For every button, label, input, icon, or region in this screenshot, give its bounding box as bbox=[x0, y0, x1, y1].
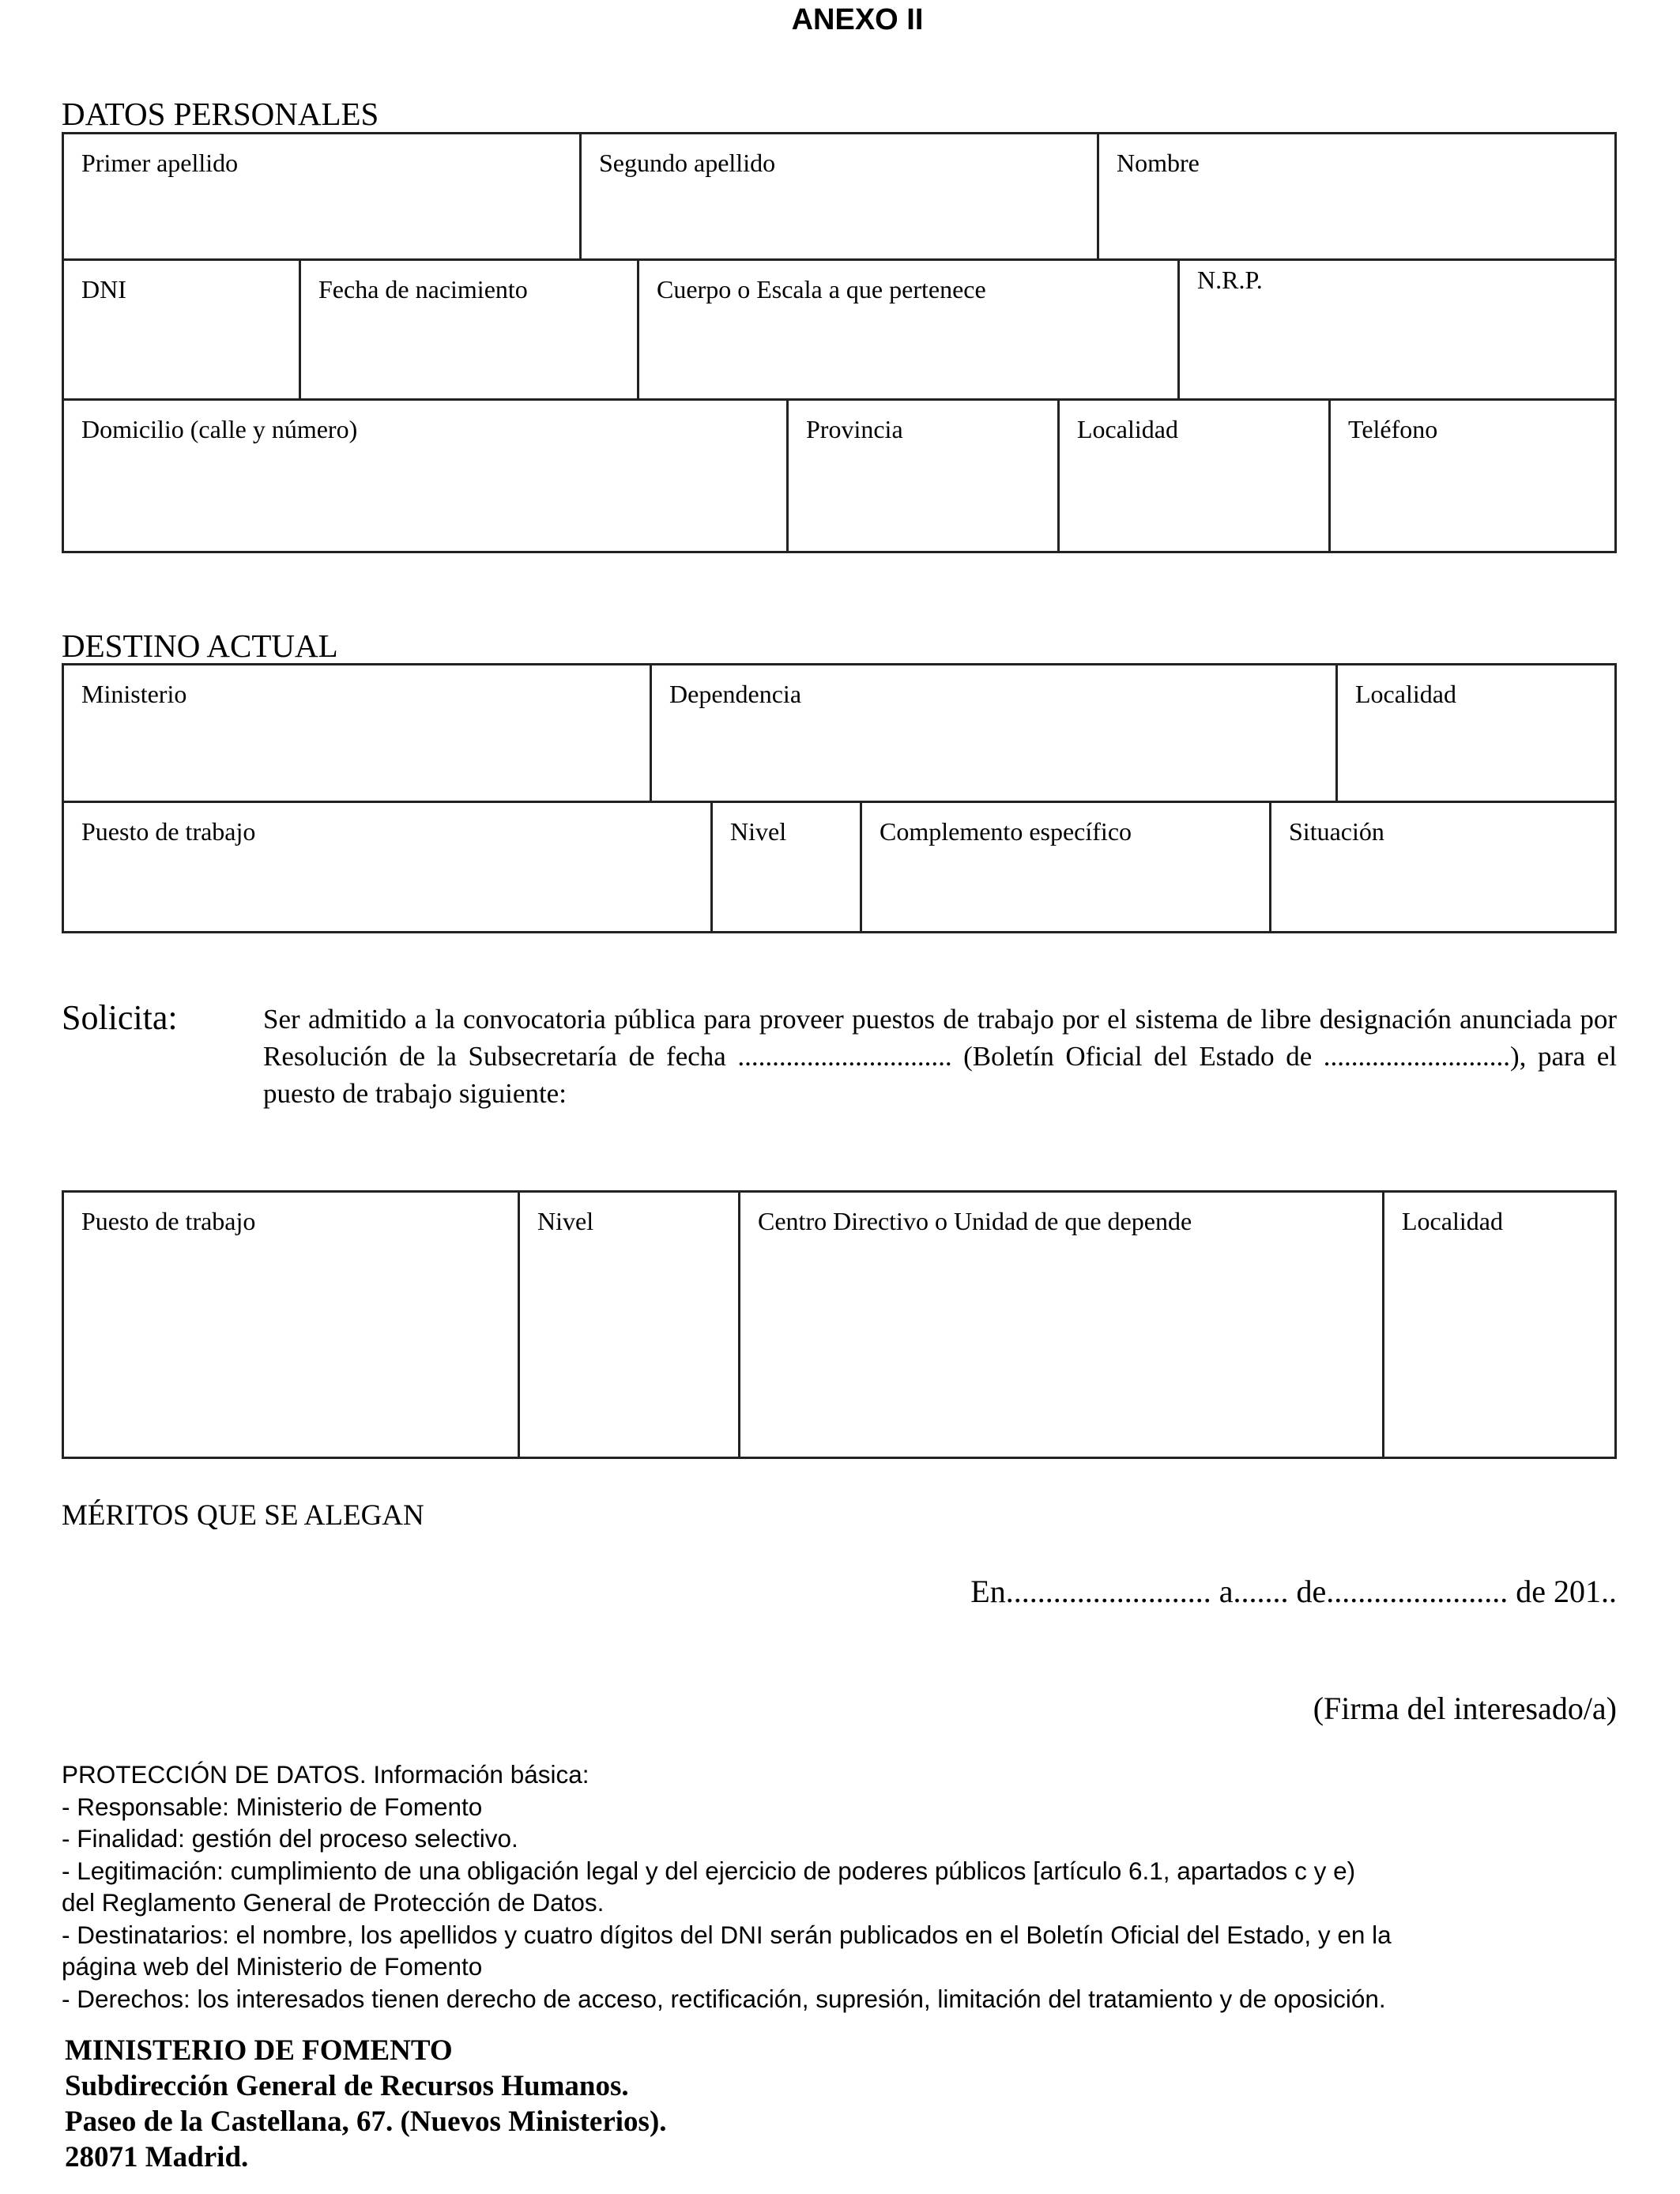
fecha-nacimiento-field[interactable]: Fecha de nacimiento bbox=[299, 258, 639, 401]
nivel-solicitado-field[interactable]: Nivel bbox=[518, 1190, 740, 1459]
footer-line: Subdirección General de Recursos Humanos. bbox=[65, 2070, 629, 2102]
proteccion-datos-line: - Derechos: los interesados tienen derecho de acceso, rectificación, supresión, limitación del tratamiento y de oposición. bbox=[62, 1984, 1386, 2013]
footer-line: Paseo de la Castellana, 67. (Nuevos Ministerios). bbox=[65, 2105, 667, 2138]
destino-actual-row-2 bbox=[62, 801, 1617, 933]
nrp-field[interactable]: N.R.P. bbox=[1177, 258, 1617, 401]
datos-personales-row-2 bbox=[62, 258, 1617, 401]
meritos-heading: MÉRITOS QUE SE ALEGAN bbox=[62, 1499, 424, 1532]
proteccion-datos-line: del Reglamento General de Protección de Datos. bbox=[62, 1888, 605, 1917]
destino-actual-heading: DESTINO ACTUAL bbox=[62, 628, 338, 664]
segundo-apellido-field[interactable]: Segundo apellido bbox=[579, 132, 1099, 261]
cuerpo-escala-field[interactable]: Cuerpo o Escala a que pertenece bbox=[637, 258, 1180, 401]
dni-field[interactable]: DNI bbox=[62, 258, 301, 401]
localidad-actual-field[interactable]: Localidad bbox=[1335, 663, 1617, 803]
footer-line: MINISTERIO DE FOMENTO bbox=[65, 2034, 453, 2067]
proteccion-datos-line: - Responsable: Ministerio de Fomento bbox=[62, 1792, 483, 1821]
footer-line: 28071 Madrid. bbox=[65, 2141, 249, 2173]
solicita-label: Solicita: bbox=[62, 998, 178, 1037]
primer-apellido-field[interactable]: Primer apellido bbox=[62, 132, 582, 261]
puesto-trabajo-solicitado-field[interactable]: Puesto de trabajo bbox=[62, 1190, 520, 1459]
proteccion-datos bbox=[62, 1759, 1617, 2015]
nivel-actual-field[interactable]: Nivel bbox=[710, 801, 862, 933]
solicita-text: Ser admitido a la convocatoria pública para proveer puestos de trabajo por el sistema de libre designación anunciada por Resolución de la Subsecretaría de fecha ............................... (Boletín Oficial del Estado de ...........................), para el puesto de trabajo siguiente: bbox=[263, 1004, 1617, 1109]
nombre-field[interactable]: Nombre bbox=[1097, 132, 1617, 261]
ministerio-field[interactable]: Ministerio bbox=[62, 663, 652, 803]
proteccion-datos-line: PROTECCIÓN DE DATOS. Información básica: bbox=[62, 1760, 590, 1789]
telefono-field[interactable]: Teléfono bbox=[1328, 398, 1617, 553]
proteccion-datos-line: - Legitimación: cumplimiento de una obligación legal y del ejercicio de poderes públicos [artículo 6.1, apartados c y e) bbox=[62, 1856, 1356, 1885]
document-title: ANEXO II bbox=[791, 3, 924, 36]
dependencia-field[interactable]: Dependencia bbox=[650, 663, 1338, 803]
provincia-field[interactable]: Provincia bbox=[786, 398, 1060, 553]
situacion-field[interactable]: Situación bbox=[1269, 801, 1617, 933]
complemento-especifico-field[interactable]: Complemento específico bbox=[860, 801, 1271, 933]
puesto-solicitado-row bbox=[62, 1190, 1617, 1459]
datos-personales-row-3 bbox=[62, 398, 1617, 553]
datos-personales-row-1 bbox=[62, 132, 1617, 261]
centro-directivo-field[interactable]: Centro Directivo o Unidad de que depende bbox=[738, 1190, 1384, 1459]
fecha-linea: En.......................... a....... de....................... de 201.. bbox=[970, 1574, 1617, 1609]
localidad-field[interactable]: Localidad bbox=[1057, 398, 1331, 553]
proteccion-datos-line: página web del Ministerio de Fomento bbox=[62, 1952, 483, 1981]
firma-label: (Firma del interesado/a) bbox=[1313, 1691, 1617, 1726]
proteccion-datos-line: - Finalidad: gestión del proceso selectivo. bbox=[62, 1824, 518, 1853]
localidad-solicitada-field[interactable]: Localidad bbox=[1382, 1190, 1617, 1459]
puesto-trabajo-actual-field[interactable]: Puesto de trabajo bbox=[62, 801, 713, 933]
ministerio-footer bbox=[65, 2033, 667, 2175]
proteccion-datos-line: - Destinatarios: el nombre, los apellidos y cuatro dígitos del DNI serán publicados en el Boletín Oficial del Estado, y en la bbox=[62, 1920, 1392, 1949]
datos-personales-heading: DATOS PERSONALES bbox=[62, 96, 379, 132]
destino-actual-row-1 bbox=[62, 663, 1617, 803]
domicilio-field[interactable]: Domicilio (calle y número) bbox=[62, 398, 789, 553]
